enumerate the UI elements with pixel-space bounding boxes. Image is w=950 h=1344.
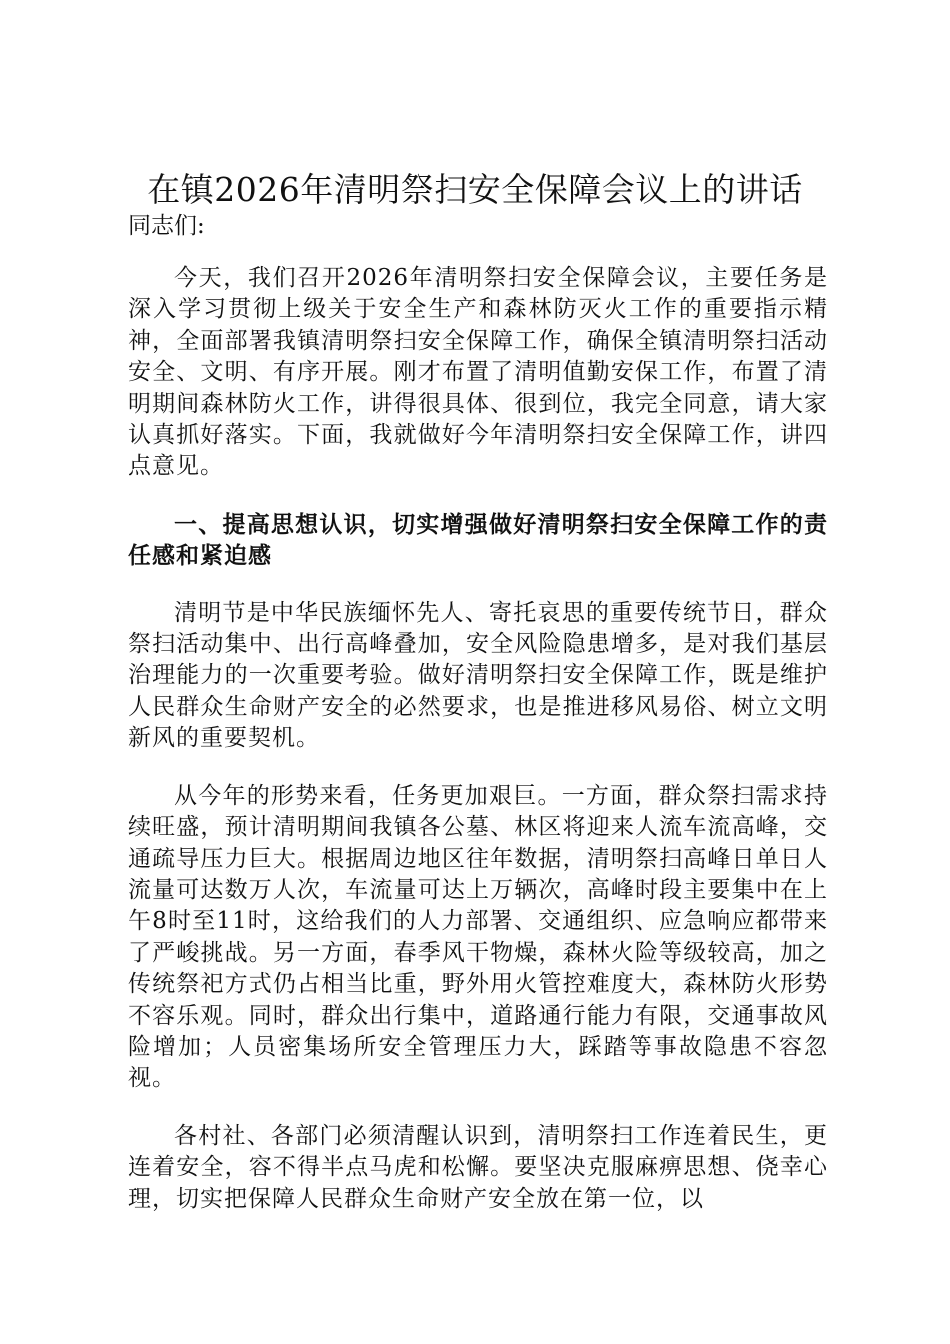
section-heading: 一、提高思想认识，切实增强做好清明祭扫安全保障工作的责任感和紧迫感: [128, 510, 828, 570]
section-paragraph: 各村社、各部门必须清醒认识到，清明祭扫工作连着民生，更连着安全，容不得半点马虎和松懈。要坚决克服麻痹思想、侥幸心理，切实把保障人民群众生命财产安全放在第一位，以: [128, 1122, 828, 1212]
section-paragraph: 从今年的形势来看，任务更加艰巨。一方面，群众祭扫需求持续旺盛，预计清明期间我镇各公墓、林区将迎来人流车流高峰，交通疏导压力巨大。根据周边地区往年数据，清明祭扫高峰日单日人流量可达数万人次，车流量可达上万辆次，高峰时段主要集中在上午8时至11时，这给我们的人力部署、交通组织、应急响应都带来了严峻挑战。另一方面，春季风干物燥，森林火险等级较高，加之传统祭祀方式仍占相当比重，野外用火管控难度大，森林防火形势不容乐观。同时，群众出行集中，道路通行能力有限，交通事故风险增加；人员密集场所安全管理压力大，踩踏等事故隐患不容忽视。: [128, 782, 828, 1092]
document-body: [128, 210, 828, 1215]
greeting: 同志们:: [128, 213, 205, 239]
document-title: 在镇2026年清明祭扫安全保障会议上的讲话: [147, 170, 803, 209]
intro-paragraph: 今天，我们召开2026年清明祭扫安全保障会议，主要任务是深入学习贯彻上级关于安全生产和森林防灭火工作的重要指示精神，全面部署我镇清明祭扫安全保障工作，确保全镇清明祭扫活动安全、文明、有序开展。刚才布置了清明值勤安保工作，布置了清明期间森林防火工作，讲得很具体、很到位，我完全同意，请大家认真抓好落实。下面，我就做好今年清明祭扫安全保障工作，讲四点意见。: [128, 265, 828, 480]
section-paragraph: 清明节是中华民族缅怀先人、寄托哀思的重要传统节日，群众祭扫活动集中、出行高峰叠加，安全风险隐患增多，是对我们基层治理能力的一次重要考验。做好清明祭扫安全保障工作，既是维护人民群众生命财产安全的必然要求，也是推进移风易俗、树立文明新风的重要契机。: [128, 599, 828, 752]
